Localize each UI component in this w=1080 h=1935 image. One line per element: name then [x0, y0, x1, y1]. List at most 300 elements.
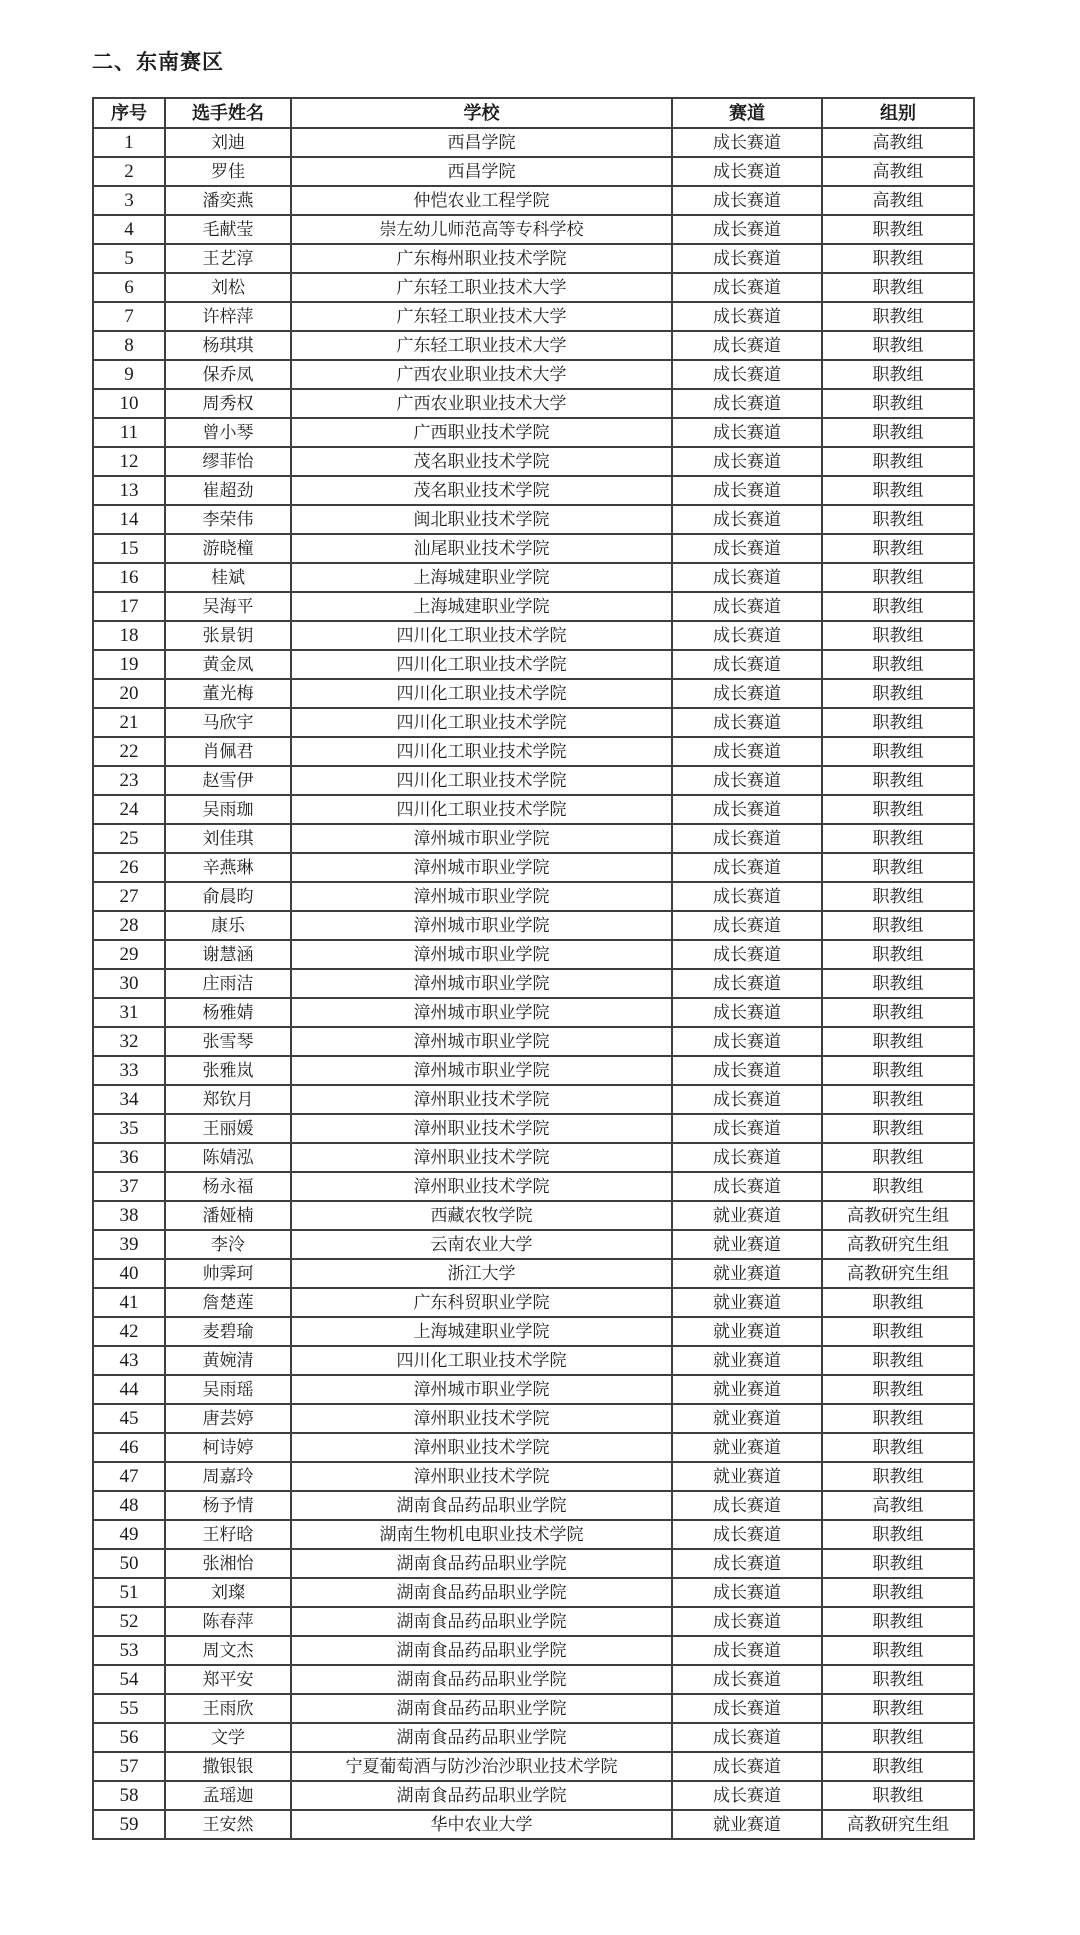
cell-group: 职教组	[822, 1056, 974, 1085]
cell-contestant-name: 潘娅楠	[165, 1201, 291, 1230]
cell-serial: 1	[93, 128, 165, 157]
cell-group: 职教组	[822, 911, 974, 940]
cell-school: 上海城建职业学院	[291, 592, 672, 621]
table-row	[93, 1259, 974, 1288]
cell-serial: 36	[93, 1143, 165, 1172]
cell-track: 就业赛道	[672, 1201, 822, 1230]
cell-contestant-name: 张雅岚	[165, 1056, 291, 1085]
table-row	[93, 273, 974, 302]
cell-track: 成长赛道	[672, 592, 822, 621]
cell-group: 职教组	[822, 1665, 974, 1694]
table-row	[93, 389, 974, 418]
cell-group: 职教组	[822, 534, 974, 563]
cell-group: 职教组	[822, 1114, 974, 1143]
cell-serial: 55	[93, 1694, 165, 1723]
cell-school: 四川化工职业技术学院	[291, 1346, 672, 1375]
cell-contestant-name: 罗佳	[165, 157, 291, 186]
cell-serial: 31	[93, 998, 165, 1027]
cell-school: 漳州职业技术学院	[291, 1462, 672, 1491]
cell-school: 西昌学院	[291, 157, 672, 186]
cell-school: 广东科贸职业学院	[291, 1288, 672, 1317]
cell-group: 职教组	[822, 592, 974, 621]
table-row	[93, 563, 974, 592]
cell-serial: 21	[93, 708, 165, 737]
cell-group: 职教组	[822, 1085, 974, 1114]
cell-serial: 11	[93, 418, 165, 447]
cell-contestant-name: 杨琪琪	[165, 331, 291, 360]
cell-school: 漳州城市职业学院	[291, 1375, 672, 1404]
cell-contestant-name: 吴海平	[165, 592, 291, 621]
table-row	[93, 186, 974, 215]
cell-contestant-name: 文学	[165, 1723, 291, 1752]
cell-serial: 58	[93, 1781, 165, 1810]
cell-school: 广东轻工职业技术大学	[291, 273, 672, 302]
cell-track: 成长赛道	[672, 1781, 822, 1810]
cell-serial: 22	[93, 737, 165, 766]
cell-contestant-name: 吴雨瑶	[165, 1375, 291, 1404]
cell-serial: 42	[93, 1317, 165, 1346]
cell-group: 职教组	[822, 766, 974, 795]
cell-contestant-name: 辛燕琳	[165, 853, 291, 882]
cell-school: 汕尾职业技术学院	[291, 534, 672, 563]
cell-contestant-name: 崔超劲	[165, 476, 291, 505]
cell-track: 成长赛道	[672, 447, 822, 476]
cell-contestant-name: 麦碧瑜	[165, 1317, 291, 1346]
cell-school: 上海城建职业学院	[291, 1317, 672, 1346]
cell-contestant-name: 张雪琴	[165, 1027, 291, 1056]
table-row	[93, 1723, 974, 1752]
cell-track: 成长赛道	[672, 360, 822, 389]
cell-school: 广西职业技术学院	[291, 418, 672, 447]
cell-school: 漳州城市职业学院	[291, 998, 672, 1027]
cell-group: 职教组	[822, 389, 974, 418]
cell-group: 高教研究生组	[822, 1810, 974, 1839]
header-track: 赛道	[672, 98, 822, 128]
cell-contestant-name: 郑平安	[165, 1665, 291, 1694]
cell-serial: 39	[93, 1230, 165, 1259]
cell-contestant-name: 潘奕燕	[165, 186, 291, 215]
cell-contestant-name: 陈婧泓	[165, 1143, 291, 1172]
cell-serial: 57	[93, 1752, 165, 1781]
table-row	[93, 795, 974, 824]
cell-group: 职教组	[822, 1752, 974, 1781]
table-row	[93, 1375, 974, 1404]
cell-serial: 9	[93, 360, 165, 389]
cell-group: 高教研究生组	[822, 1201, 974, 1230]
cell-serial: 50	[93, 1549, 165, 1578]
contestant-table	[92, 97, 975, 1840]
cell-group: 职教组	[822, 215, 974, 244]
table-row	[93, 592, 974, 621]
cell-group: 职教组	[822, 1375, 974, 1404]
cell-school: 茂名职业技术学院	[291, 447, 672, 476]
header-contestant-name: 选手姓名	[165, 98, 291, 128]
cell-group: 职教组	[822, 969, 974, 998]
cell-contestant-name: 毛献莹	[165, 215, 291, 244]
cell-serial: 45	[93, 1404, 165, 1433]
cell-track: 成长赛道	[672, 215, 822, 244]
cell-serial: 12	[93, 447, 165, 476]
cell-serial: 20	[93, 679, 165, 708]
cell-serial: 27	[93, 882, 165, 911]
table-row	[93, 969, 974, 998]
cell-track: 成长赛道	[672, 563, 822, 592]
table-row	[93, 1491, 974, 1520]
cell-serial: 17	[93, 592, 165, 621]
cell-school: 湖南食品药品职业学院	[291, 1549, 672, 1578]
table-row	[93, 215, 974, 244]
cell-contestant-name: 帅霁珂	[165, 1259, 291, 1288]
cell-group: 职教组	[822, 273, 974, 302]
cell-school: 漳州职业技术学院	[291, 1404, 672, 1433]
cell-track: 成长赛道	[672, 302, 822, 331]
table-row	[93, 447, 974, 476]
cell-track: 成长赛道	[672, 795, 822, 824]
cell-track: 成长赛道	[672, 1027, 822, 1056]
cell-track: 成长赛道	[672, 1752, 822, 1781]
cell-serial: 38	[93, 1201, 165, 1230]
cell-track: 成长赛道	[672, 621, 822, 650]
cell-group: 职教组	[822, 1404, 974, 1433]
cell-track: 成长赛道	[672, 1665, 822, 1694]
cell-serial: 7	[93, 302, 165, 331]
cell-serial: 23	[93, 766, 165, 795]
cell-serial: 8	[93, 331, 165, 360]
cell-track: 成长赛道	[672, 650, 822, 679]
table-row	[93, 476, 974, 505]
cell-track: 成长赛道	[672, 1491, 822, 1520]
cell-track: 成长赛道	[672, 331, 822, 360]
cell-school: 漳州城市职业学院	[291, 853, 672, 882]
table-row	[93, 1201, 974, 1230]
cell-group: 职教组	[822, 476, 974, 505]
cell-group: 职教组	[822, 1317, 974, 1346]
cell-serial: 32	[93, 1027, 165, 1056]
table-row	[93, 505, 974, 534]
cell-serial: 15	[93, 534, 165, 563]
cell-group: 职教组	[822, 1172, 974, 1201]
cell-serial: 51	[93, 1578, 165, 1607]
cell-school: 漳州城市职业学院	[291, 1027, 672, 1056]
cell-group: 职教组	[822, 1694, 974, 1723]
table-row	[93, 1462, 974, 1491]
cell-track: 成长赛道	[672, 505, 822, 534]
cell-group: 职教组	[822, 1462, 974, 1491]
cell-track: 成长赛道	[672, 1549, 822, 1578]
cell-track: 成长赛道	[672, 882, 822, 911]
cell-contestant-name: 马欣宇	[165, 708, 291, 737]
cell-school: 四川化工职业技术学院	[291, 621, 672, 650]
cell-group: 职教组	[822, 621, 974, 650]
cell-serial: 26	[93, 853, 165, 882]
cell-contestant-name: 詹楚莲	[165, 1288, 291, 1317]
cell-serial: 47	[93, 1462, 165, 1491]
cell-group: 职教组	[822, 998, 974, 1027]
cell-school: 湖南生物机电职业技术学院	[291, 1520, 672, 1549]
table-row	[93, 1607, 974, 1636]
cell-track: 成长赛道	[672, 853, 822, 882]
cell-group: 职教组	[822, 1723, 974, 1752]
cell-contestant-name: 赵雪伊	[165, 766, 291, 795]
header-group: 组别	[822, 98, 974, 128]
cell-serial: 53	[93, 1636, 165, 1665]
cell-track: 成长赛道	[672, 1723, 822, 1752]
cell-track: 成长赛道	[672, 766, 822, 795]
table-row	[93, 1433, 974, 1462]
cell-contestant-name: 董光梅	[165, 679, 291, 708]
cell-school: 茂名职业技术学院	[291, 476, 672, 505]
cell-track: 成长赛道	[672, 737, 822, 766]
cell-contestant-name: 许梓萍	[165, 302, 291, 331]
cell-contestant-name: 曾小琴	[165, 418, 291, 447]
cell-serial: 28	[93, 911, 165, 940]
cell-track: 成长赛道	[672, 824, 822, 853]
cell-school: 浙江大学	[291, 1259, 672, 1288]
table-row	[93, 621, 974, 650]
cell-school: 湖南食品药品职业学院	[291, 1578, 672, 1607]
cell-group: 职教组	[822, 708, 974, 737]
cell-group: 职教组	[822, 679, 974, 708]
cell-school: 湖南食品药品职业学院	[291, 1694, 672, 1723]
cell-contestant-name: 缪菲怡	[165, 447, 291, 476]
cell-group: 职教组	[822, 447, 974, 476]
cell-contestant-name: 游晓橦	[165, 534, 291, 563]
cell-track: 就业赛道	[672, 1433, 822, 1462]
table-row	[93, 418, 974, 447]
cell-contestant-name: 杨雅婧	[165, 998, 291, 1027]
cell-track: 成长赛道	[672, 418, 822, 447]
cell-contestant-name: 王艺淳	[165, 244, 291, 273]
cell-track: 成长赛道	[672, 679, 822, 708]
cell-contestant-name: 周秀权	[165, 389, 291, 418]
cell-track: 就业赛道	[672, 1462, 822, 1491]
cell-school: 湖南食品药品职业学院	[291, 1491, 672, 1520]
cell-serial: 33	[93, 1056, 165, 1085]
cell-group: 职教组	[822, 1549, 974, 1578]
cell-school: 上海城建职业学院	[291, 563, 672, 592]
cell-group: 职教组	[822, 1636, 974, 1665]
table-row	[93, 1549, 974, 1578]
cell-serial: 46	[93, 1433, 165, 1462]
cell-school: 四川化工职业技术学院	[291, 737, 672, 766]
cell-serial: 54	[93, 1665, 165, 1694]
table-row	[93, 708, 974, 737]
cell-serial: 34	[93, 1085, 165, 1114]
cell-serial: 18	[93, 621, 165, 650]
cell-school: 四川化工职业技术学院	[291, 708, 672, 737]
cell-group: 职教组	[822, 1578, 974, 1607]
table-row	[93, 360, 974, 389]
cell-school: 广东梅州职业技术学院	[291, 244, 672, 273]
table-row	[93, 1636, 974, 1665]
cell-school: 广东轻工职业技术大学	[291, 302, 672, 331]
cell-track: 就业赛道	[672, 1259, 822, 1288]
cell-serial: 48	[93, 1491, 165, 1520]
cell-school: 闽北职业技术学院	[291, 505, 672, 534]
cell-track: 成长赛道	[672, 1172, 822, 1201]
cell-group: 职教组	[822, 563, 974, 592]
cell-group: 职教组	[822, 331, 974, 360]
cell-track: 成长赛道	[672, 186, 822, 215]
table-row	[93, 998, 974, 1027]
table-row	[93, 911, 974, 940]
cell-track: 成长赛道	[672, 708, 822, 737]
cell-group: 职教组	[822, 360, 974, 389]
cell-track: 成长赛道	[672, 1607, 822, 1636]
cell-track: 成长赛道	[672, 476, 822, 505]
cell-school: 漳州职业技术学院	[291, 1433, 672, 1462]
cell-school: 广东轻工职业技术大学	[291, 331, 672, 360]
page-title: 二、东南赛区	[92, 50, 224, 74]
cell-serial: 3	[93, 186, 165, 215]
cell-serial: 10	[93, 389, 165, 418]
cell-group: 高教组	[822, 157, 974, 186]
cell-contestant-name: 张景钥	[165, 621, 291, 650]
cell-serial: 37	[93, 1172, 165, 1201]
cell-contestant-name: 刘松	[165, 273, 291, 302]
cell-contestant-name: 王雨欣	[165, 1694, 291, 1723]
cell-group: 职教组	[822, 1781, 974, 1810]
table-row	[93, 766, 974, 795]
table-row	[93, 534, 974, 563]
cell-track: 成长赛道	[672, 1520, 822, 1549]
cell-track: 就业赛道	[672, 1404, 822, 1433]
cell-track: 成长赛道	[672, 1114, 822, 1143]
cell-serial: 41	[93, 1288, 165, 1317]
cell-track: 成长赛道	[672, 1694, 822, 1723]
cell-contestant-name: 刘迪	[165, 128, 291, 157]
cell-serial: 16	[93, 563, 165, 592]
cell-track: 就业赛道	[672, 1317, 822, 1346]
cell-track: 成长赛道	[672, 244, 822, 273]
cell-contestant-name: 杨永福	[165, 1172, 291, 1201]
cell-contestant-name: 柯诗婷	[165, 1433, 291, 1462]
cell-contestant-name: 孟瑶迦	[165, 1781, 291, 1810]
cell-serial: 13	[93, 476, 165, 505]
cell-track: 成长赛道	[672, 998, 822, 1027]
cell-school: 四川化工职业技术学院	[291, 766, 672, 795]
cell-school: 广西农业职业技术大学	[291, 389, 672, 418]
cell-group: 职教组	[822, 505, 974, 534]
cell-contestant-name: 王丽媛	[165, 1114, 291, 1143]
cell-school: 漳州城市职业学院	[291, 882, 672, 911]
cell-serial: 59	[93, 1810, 165, 1839]
cell-serial: 43	[93, 1346, 165, 1375]
cell-serial: 35	[93, 1114, 165, 1143]
cell-contestant-name: 李荣伟	[165, 505, 291, 534]
cell-serial: 19	[93, 650, 165, 679]
cell-track: 成长赛道	[672, 1636, 822, 1665]
cell-group: 职教组	[822, 824, 974, 853]
table-header-row	[93, 98, 974, 128]
cell-serial: 24	[93, 795, 165, 824]
cell-contestant-name: 杨予情	[165, 1491, 291, 1520]
table-row	[93, 128, 974, 157]
table-row	[93, 737, 974, 766]
cell-school: 崇左幼儿师范高等专科学校	[291, 215, 672, 244]
cell-serial: 2	[93, 157, 165, 186]
table-row	[93, 1665, 974, 1694]
cell-group: 高教组	[822, 1491, 974, 1520]
cell-school: 四川化工职业技术学院	[291, 795, 672, 824]
cell-group: 职教组	[822, 418, 974, 447]
cell-serial: 4	[93, 215, 165, 244]
table-row	[93, 302, 974, 331]
header-school: 学校	[291, 98, 672, 128]
cell-group: 职教组	[822, 302, 974, 331]
table-row	[93, 1143, 974, 1172]
table-row	[93, 1578, 974, 1607]
cell-track: 成长赛道	[672, 940, 822, 969]
cell-school: 华中农业大学	[291, 1810, 672, 1839]
cell-serial: 6	[93, 273, 165, 302]
cell-track: 成长赛道	[672, 1578, 822, 1607]
cell-school: 湖南食品药品职业学院	[291, 1723, 672, 1752]
table-row	[93, 1230, 974, 1259]
cell-group: 职教组	[822, 650, 974, 679]
cell-serial: 5	[93, 244, 165, 273]
cell-contestant-name: 李泠	[165, 1230, 291, 1259]
table-row	[93, 1288, 974, 1317]
cell-contestant-name: 张湘怡	[165, 1549, 291, 1578]
header-serial: 序号	[93, 98, 165, 128]
cell-contestant-name: 谢慧涵	[165, 940, 291, 969]
cell-track: 就业赛道	[672, 1288, 822, 1317]
table-row	[93, 853, 974, 882]
cell-contestant-name: 郑钦月	[165, 1085, 291, 1114]
cell-contestant-name: 俞晨昀	[165, 882, 291, 911]
cell-group: 高教组	[822, 128, 974, 157]
cell-serial: 56	[93, 1723, 165, 1752]
table-row	[93, 157, 974, 186]
table-row	[93, 1056, 974, 1085]
cell-school: 漳州职业技术学院	[291, 1143, 672, 1172]
cell-school: 湖南食品药品职业学院	[291, 1607, 672, 1636]
cell-contestant-name: 康乐	[165, 911, 291, 940]
cell-track: 成长赛道	[672, 273, 822, 302]
cell-school: 仲恺农业工程学院	[291, 186, 672, 215]
cell-group: 职教组	[822, 1520, 974, 1549]
table-row	[93, 1520, 974, 1549]
table-row	[93, 1694, 974, 1723]
cell-serial: 25	[93, 824, 165, 853]
cell-serial: 30	[93, 969, 165, 998]
table-row	[93, 331, 974, 360]
table-row	[93, 1172, 974, 1201]
table-row	[93, 1781, 974, 1810]
cell-group: 职教组	[822, 940, 974, 969]
cell-group: 职教组	[822, 244, 974, 273]
cell-school: 漳州职业技术学院	[291, 1085, 672, 1114]
cell-track: 成长赛道	[672, 1056, 822, 1085]
table-row	[93, 1317, 974, 1346]
cell-serial: 29	[93, 940, 165, 969]
cell-contestant-name: 桂斌	[165, 563, 291, 592]
table-row	[93, 1810, 974, 1839]
cell-school: 漳州职业技术学院	[291, 1114, 672, 1143]
table-row	[93, 1346, 974, 1375]
cell-contestant-name: 陈春萍	[165, 1607, 291, 1636]
cell-track: 成长赛道	[672, 389, 822, 418]
cell-group: 职教组	[822, 1143, 974, 1172]
table-row	[93, 244, 974, 273]
cell-contestant-name: 吴雨珈	[165, 795, 291, 824]
cell-school: 四川化工职业技术学院	[291, 650, 672, 679]
cell-contestant-name: 刘佳琪	[165, 824, 291, 853]
cell-school: 湖南食品药品职业学院	[291, 1665, 672, 1694]
cell-school: 湖南食品药品职业学院	[291, 1636, 672, 1665]
cell-contestant-name: 周文杰	[165, 1636, 291, 1665]
